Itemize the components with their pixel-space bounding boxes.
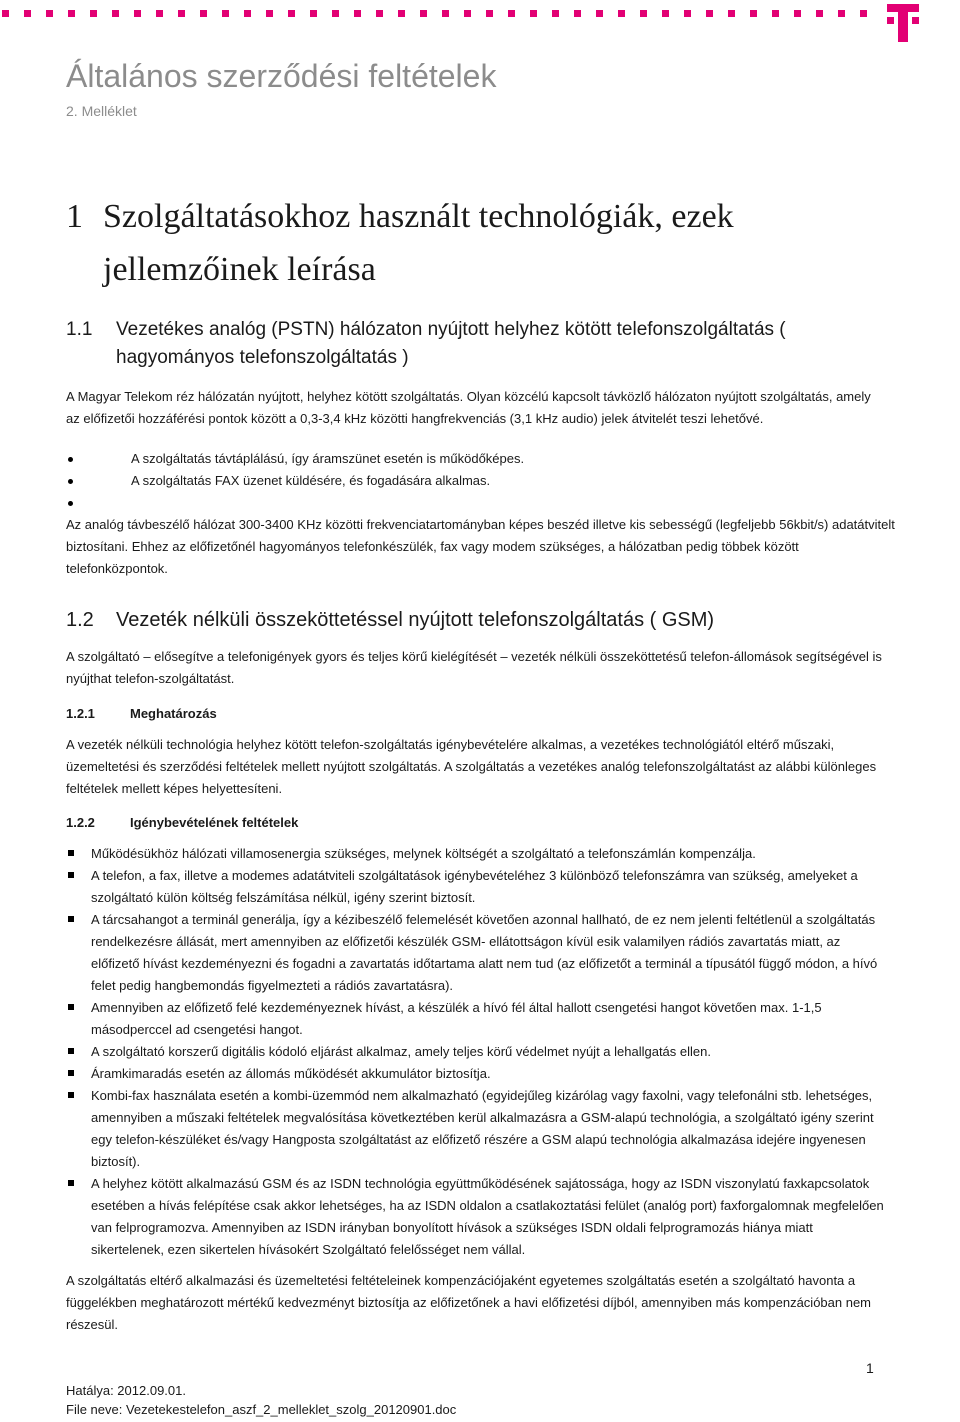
square-bullet-icon — [68, 1004, 74, 1010]
header-dot — [288, 10, 295, 17]
section-1-2-intro: A szolgáltató – elősegítve a telefonigények gyors és teljes körű kielégítését – vezeték nélküli összeköttetésű telefon-állomások segítségével is nyújthat telefon-szolgáltatást. — [66, 649, 882, 686]
section-1-1-paragraph: Az analóg távbeszélő hálózat 300-3400 KHz közötti frekvenciatartományban képes beszéd illetve kis sebességű (legfeljebb 56kbit/s) adatátvitelt biztosítani. Ehhez az előfizetőnél hagyományos telefonkészülék, fax vagy modem szükséges, a hálózatban pedig többek között telefonközpontok. — [66, 517, 895, 576]
page-number: 1 — [866, 1360, 874, 1376]
header-dot — [420, 10, 427, 17]
header-dot — [442, 10, 449, 17]
header-dot — [266, 10, 273, 17]
list-item: Működésükhöz hálózati villamosenergia szükséges, melynek költségét a szolgáltató a telefonszámlán kompenzálja. — [66, 843, 886, 865]
list-item: Áramkimaradás esetén az állomás működését akkumulátor biztosítja. — [66, 1063, 886, 1085]
telekom-logo — [887, 4, 919, 42]
square-bullet-icon — [68, 1048, 74, 1054]
section-1-2-1-title: Meghatározás — [130, 706, 217, 721]
square-bullet-icon — [68, 1070, 74, 1076]
section-1-2-title: Vezeték nélküli összeköttetéssel nyújtott telefonszolgáltatás ( GSM) — [116, 609, 715, 631]
header-dot — [530, 10, 537, 17]
header-dot — [178, 10, 185, 17]
bullet-dot-icon — [68, 479, 73, 484]
header-dot — [222, 10, 229, 17]
document-title: Általános szerződési feltételek — [66, 58, 497, 94]
bullet-item: A szolgáltatás FAX üzenet küldésére, és fogadására alkalmas. — [98, 470, 457, 492]
header-dot — [2, 10, 9, 17]
header-dot — [464, 10, 471, 17]
header-dot — [90, 10, 97, 17]
header-dot — [662, 10, 669, 17]
header-dot — [574, 10, 581, 17]
header-dot — [46, 10, 53, 17]
footer-file-name: File neve: Vezetekestelefon_aszf_2_melleklet_szolg_20120901.doc — [66, 1402, 457, 1417]
list-item: Kombi-fax használata esetén a kombi-üzemmód nem alkalmazható (egyidejűleg kizárólag vagy faxolni, vagy telefonálni stb. lehetséges, amennyiben a műszaki feltételek megvalósítása következtében kerül alkalmazásra a GSM-alapú technológia, a szolgáltató igény szerint egy telefon-készüléket és/vagy Hangposta szolgáltatást az előfizető részére a GSM alapú technológia alkalmazása idejére ingyenesen biztosít). — [66, 1085, 886, 1173]
header-dot — [684, 10, 691, 17]
header-dot — [816, 10, 823, 17]
square-bullet-icon — [68, 850, 74, 856]
header-dot — [706, 10, 713, 17]
header-dot — [596, 10, 603, 17]
bullet-dot-icon — [68, 457, 73, 462]
header-dot — [486, 10, 493, 17]
section-1-1-intro: A Magyar Telekom réz hálózatán nyújtott, helyhez kötött szolgáltatás. Olyan közcélú kapcsolt távközlő hálózaton nyújtott szolgáltatás, amely az előfizetői hozzáférési pontok között a 0,3-3,4 kHz közötti hangfrekvenciás (3,1 kHz audio) jelek átvitelét teszi lehetővé. — [66, 389, 871, 426]
section-1-1-title: Vezetékes analóg (PSTN) hálózaton nyújtott helyhez kötött telefonszolgáltatás ( hagyományos telefonszolgáltatás ) — [116, 319, 786, 368]
header-dot — [398, 10, 405, 17]
header-dot — [794, 10, 801, 17]
header-dot — [244, 10, 251, 17]
section-1-2-1-number: 1.2.1 — [66, 706, 95, 721]
section-1-title: Szolgáltatásokhoz használt technológiák, ezek jellemzőinek leírása — [103, 198, 734, 288]
header-dot — [750, 10, 757, 17]
header-dot — [838, 10, 845, 17]
header-dot — [332, 10, 339, 17]
closing-paragraph: A szolgáltatás eltérő alkalmazási és üzemeltetési feltételeinek kompenzációjaként egyetemes szolgáltatás esetén a szolgáltató havonta a függelékben meghatározott mértékű kedvezményt biztosítja az előfizetőnek a havi előfizetési díjból, amennyiben más kompenzációban nem részesül. — [66, 1273, 872, 1332]
list-item: A szolgáltató korszerű digitális kódoló eljárást alkalmaz, amely teljes körű védelmet nyújt a lehallgatás ellen. — [66, 1041, 886, 1063]
square-bullet-icon — [68, 872, 74, 878]
header-dot — [310, 10, 317, 17]
square-bullet-icon — [68, 1092, 74, 1098]
header-dot — [354, 10, 361, 17]
bullet-item: A szolgáltatás távtáplálású, így áramszünet esetén is működőképes. — [98, 448, 491, 470]
section-1-1-number: 1.1 — [66, 319, 93, 340]
square-bullet-icon — [68, 1180, 74, 1186]
conditions-list — [66, 843, 886, 1261]
section-1-2-2-title: Igénybevételének feltételek — [130, 815, 299, 830]
header-dot — [772, 10, 779, 17]
header-dot — [134, 10, 141, 17]
header-dot — [640, 10, 647, 17]
square-bullet-icon — [68, 916, 74, 922]
header-dot — [728, 10, 735, 17]
section-1-2-1-paragraph: A vezeték nélküli technológia helyhez kötött telefon-szolgáltatás igénybevételére alkalmas, a vezetékes technológiától eltérő műszaki, üzemeltetési és szerződési feltételek mellett nyújtott szolgáltatás. A szolgáltatás a vezetékes analóg telefonszolgáltatást az alábbi különleges feltételek mellett képes helyettesíteni. — [66, 737, 877, 796]
header-dot — [618, 10, 625, 17]
list-item: A telefon, a fax, illetve a modemes adatátviteli szolgáltatások igénybevételéhez 3 különböző telefonszámra van szükség, amelyeket a szolgáltató külön költség felszámítása nélkül, igény szerint biztosít. — [66, 865, 886, 909]
header-dot — [68, 10, 75, 17]
document-subtitle: 2. Melléklet — [66, 103, 137, 119]
header-dot — [552, 10, 559, 17]
section-1-number: 1 — [66, 198, 83, 235]
section-1-2-number: 1.2 — [66, 609, 94, 631]
list-item: Amennyiben az előfizető felé kezdeményeznek hívást, a készülék a hívó fél által hallott csengetési hangot követően max. 1-1,5 másodperccel ad csengetési hangot. — [66, 997, 886, 1041]
bullet-dot-icon — [68, 501, 73, 506]
header-dot — [112, 10, 119, 17]
footer-valid-from: Hatálya: 2012.09.01. — [66, 1383, 186, 1398]
list-item: A helyhez kötött alkalmazású GSM és az ISDN technológia együttműködésének sajátossága, hogy az ISDN viszonylatú faxkapcsolatok esetében a hívás felépítése csak akkor lehetséges, ha az ISDN oldalon a csatlakoztatási felület (analóg port) faxforgalomnak megfelelően van felprogramozva. Amennyiben az ISDN irányban bonyolított hívások a szükséges ISDN oldali felprogramozás hiánya miatt sikertelenek, ezen sikertelen hívásokért Szolgáltató felelősséget nem vállal. — [66, 1173, 886, 1261]
list-item: A tárcsahangot a terminál generálja, így a kézibeszélő felemelését követően azonnal hallható, de ez nem jelenti feltétlenül a szolgáltatás rendelkezésre állását, mert amennyiben az előfizetői készülék GSM- ellátottságon kívül esik valamilyen rádiós zavartatás miatt, az előfizető hívást kezdeményezni és fogadni a zavartatás időtartama alatt nem tud (az előfizetőt a terminál a típusától függő módon, a hívó felet pedig hangbemondás figyelmezteti a rádiós zavartatásra). — [66, 909, 886, 997]
header-dot — [200, 10, 207, 17]
header-dot — [24, 10, 31, 17]
header-dot — [156, 10, 163, 17]
header-dot — [860, 10, 867, 17]
header-dot — [376, 10, 383, 17]
section-1-2-2-number: 1.2.2 — [66, 815, 95, 830]
header-dot — [508, 10, 515, 17]
